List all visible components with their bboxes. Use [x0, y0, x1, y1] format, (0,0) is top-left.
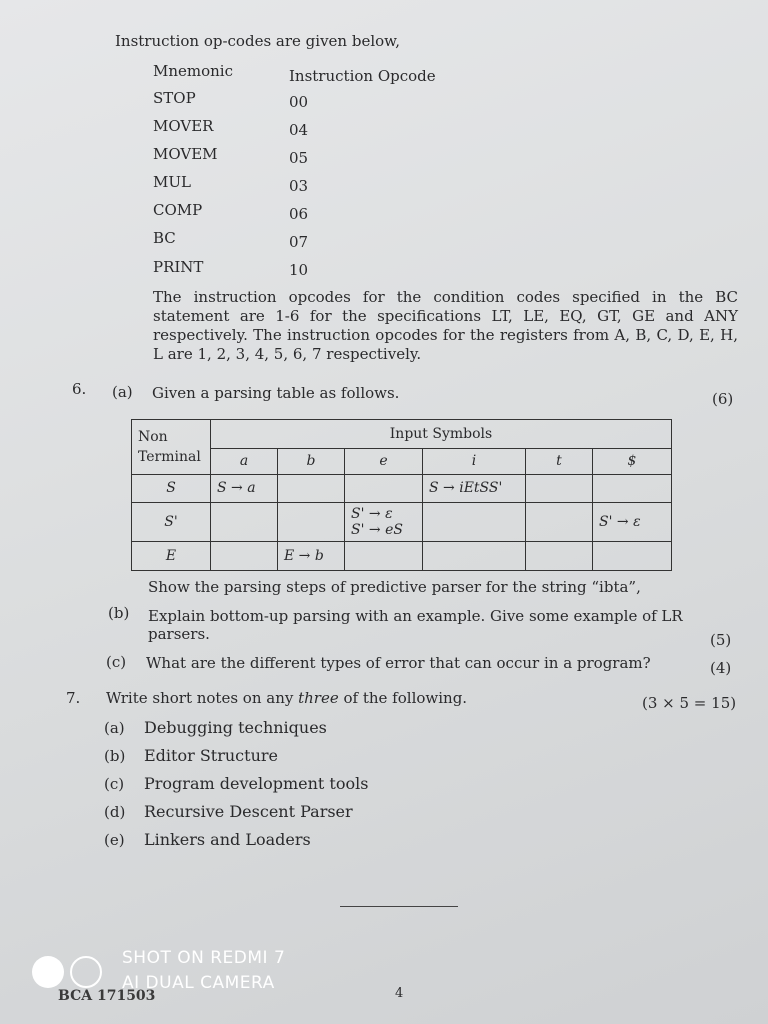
- opcode: 10: [289, 261, 309, 279]
- question-6-number: 6.: [72, 380, 87, 398]
- q7-item-text: Debugging techniques: [144, 718, 327, 737]
- symbol-header: e: [345, 448, 423, 474]
- mnemonic: MOVER: [153, 117, 214, 135]
- watermark-line1: SHOT ON REDMI 7: [122, 948, 286, 968]
- camera-dot-icon: [32, 956, 64, 988]
- symbol-header: a: [211, 448, 278, 474]
- q6-part-c-label: (c): [106, 653, 127, 671]
- q6-show-text: Show the parsing steps of predictive parser for the string “ibta”,: [148, 578, 641, 596]
- q7-item-label: (e): [104, 831, 125, 849]
- q6-part-a-label: (a): [112, 383, 133, 401]
- nonterminal-header-line1: Non: [138, 428, 168, 445]
- mnemonic: BC: [153, 229, 176, 247]
- q7-text-post: of the following.: [338, 689, 468, 707]
- intro-text: Instruction op-codes are given below,: [115, 32, 400, 50]
- opcode: 04: [289, 121, 309, 139]
- table-cell: [211, 502, 278, 541]
- table-cell: [593, 542, 672, 571]
- q6-part-b-text-line2: parsers.: [148, 625, 210, 643]
- q7-item-text: Program development tools: [144, 774, 369, 793]
- opcode: 05: [289, 149, 309, 167]
- table-cell: S → a: [211, 474, 278, 502]
- nonterminal-cell: S: [132, 474, 211, 502]
- production: S' → eS: [351, 521, 403, 538]
- table-cell: [526, 502, 593, 541]
- q6-part-a-marks: (6): [712, 390, 734, 408]
- symbol-header: i: [423, 448, 526, 474]
- table-cell: S → iEtSS': [423, 474, 526, 502]
- mnemonic-header: Mnemonic: [153, 62, 234, 80]
- opcode-header: Instruction Opcode: [289, 67, 436, 85]
- q6-part-b-marks: (5): [710, 631, 732, 649]
- table-cell: [423, 502, 526, 541]
- nonterminal-header-line2: Terminal: [138, 448, 201, 465]
- table-cell-multi: [345, 502, 423, 541]
- q6-part-a-text: Given a parsing table as follows.: [152, 384, 400, 402]
- parsing-table: [131, 419, 672, 571]
- q7-item-label: (c): [104, 775, 125, 793]
- q7-text-em: three: [298, 689, 339, 707]
- table-cell: [345, 474, 423, 502]
- symbol-header: b: [278, 448, 345, 474]
- question-7-number: 7.: [66, 689, 81, 707]
- opcode: 03: [289, 177, 309, 195]
- mnemonic: PRINT: [153, 258, 204, 276]
- q7-item-label: (b): [104, 747, 126, 765]
- table-cell: [345, 542, 423, 571]
- camera-ring-icon: [70, 956, 102, 988]
- q7-item-label: (a): [104, 719, 125, 737]
- symbol-header: t: [526, 448, 593, 474]
- watermark-line2: AI DUAL CAMERA: [122, 973, 275, 993]
- q6-part-c-marks: (4): [710, 659, 732, 677]
- q7-text: [106, 689, 467, 707]
- table-cell: [423, 542, 526, 571]
- q7-marks: (3 × 5 = 15): [642, 694, 737, 712]
- q7-text-pre: Write short notes on any: [106, 689, 299, 707]
- table-cell: [526, 542, 593, 571]
- table-cell: [211, 542, 278, 571]
- table-cell: E → b: [278, 542, 345, 571]
- paper-code: BCA 171503: [58, 988, 156, 1004]
- q6-part-c-text: What are the different types of error that can occur in a program?: [146, 654, 651, 672]
- nonterminal-header: [132, 420, 211, 475]
- input-symbols-header: Input Symbols: [211, 420, 672, 449]
- opcode: 00: [289, 93, 309, 111]
- table-cell: [278, 474, 345, 502]
- nonterminal-cell: E: [132, 542, 211, 571]
- opcode-note-paragraph: The instruction opcodes for the condition codes specified in the BC statement are 1-6 for the specifications LT, LE, EQ, GT, GE and ANY respectively. The instruction opcodes for the registers from A, B, C, D, E, H, L are 1, 2, 3, 4, 5, 6, 7 respectively.: [153, 288, 738, 363]
- q7-item-text: Editor Structure: [144, 746, 278, 765]
- symbol-header: $: [593, 448, 672, 474]
- camera-watermark: [32, 948, 312, 996]
- table-cell: S' → ε: [593, 502, 672, 541]
- q7-item-label: (d): [104, 803, 126, 821]
- q7-item-text: Linkers and Loaders: [144, 830, 311, 849]
- table-cell: [526, 474, 593, 502]
- opcode: 06: [289, 205, 309, 223]
- table-cell: [278, 502, 345, 541]
- page-number: 4: [395, 986, 404, 1001]
- q6-part-b-label: (b): [108, 604, 130, 622]
- mnemonic: STOP: [153, 89, 196, 107]
- opcode: 07: [289, 233, 309, 251]
- end-rule-divider: [340, 906, 458, 907]
- mnemonic: COMP: [153, 201, 203, 219]
- production: S' → ε: [351, 505, 393, 522]
- mnemonic: MOVEM: [153, 145, 218, 163]
- mnemonic: MUL: [153, 173, 191, 191]
- q7-item-text: Recursive Descent Parser: [144, 802, 353, 821]
- q6-part-b-text-line1: Explain bottom-up parsing with an example. Give some example of LR: [148, 607, 683, 625]
- nonterminal-cell: S': [132, 502, 211, 541]
- table-cell: [593, 474, 672, 502]
